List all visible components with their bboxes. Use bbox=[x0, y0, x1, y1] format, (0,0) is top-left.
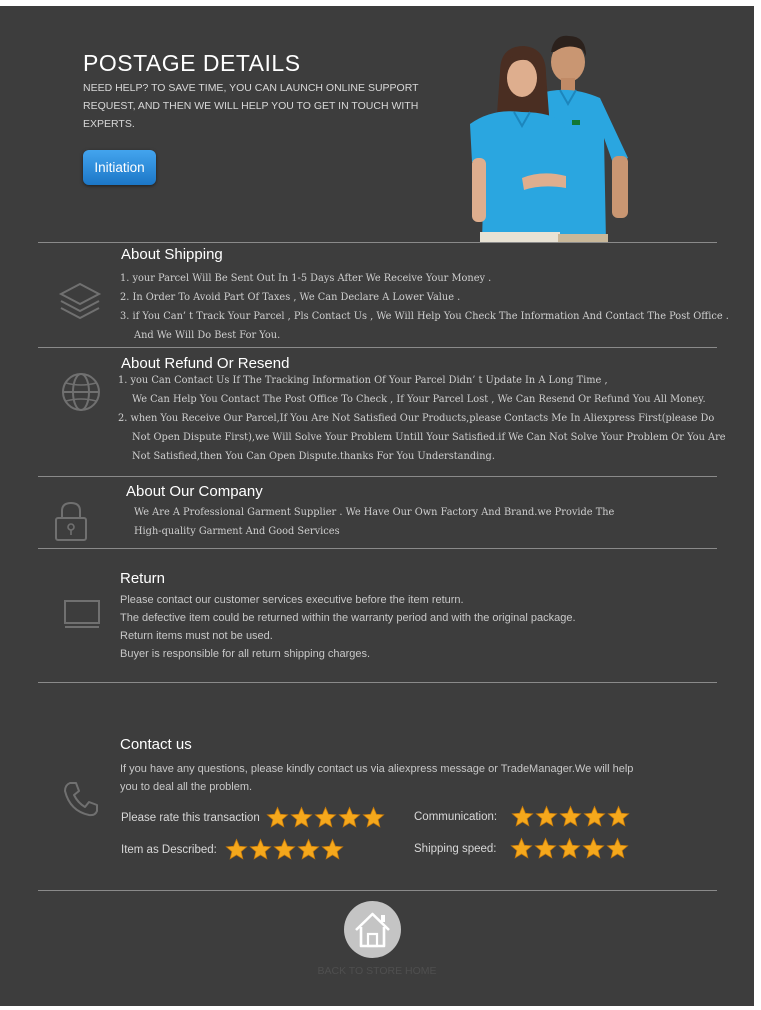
star-icon[interactable] bbox=[314, 806, 337, 829]
support-description-line: REQUEST, AND THEN WE WILL HELP YOU TO GET IN TOUCH WITH bbox=[83, 100, 419, 112]
return-line: Return items must not be used. bbox=[120, 630, 273, 642]
section-divider bbox=[38, 548, 717, 549]
section-divider bbox=[38, 476, 717, 477]
star-icon[interactable] bbox=[583, 805, 606, 828]
star-rating[interactable] bbox=[511, 805, 631, 828]
star-rating[interactable] bbox=[510, 837, 630, 860]
rating-item-described bbox=[121, 838, 345, 861]
rating-shipping-speed bbox=[414, 837, 630, 860]
shipping-line: 2. In Order To Avoid Part Of Taxes , We Can Declare A Lower Value . bbox=[120, 292, 461, 303]
shipping-text bbox=[120, 269, 729, 345]
star-icon[interactable] bbox=[297, 838, 320, 861]
support-description bbox=[83, 79, 423, 133]
section-divider bbox=[38, 682, 717, 683]
star-icon[interactable] bbox=[511, 805, 534, 828]
star-icon[interactable] bbox=[266, 806, 289, 829]
contact-line: If you have any questions, please kindly contact us via aliexpress message or TradeManager.We will help bbox=[120, 763, 634, 775]
section-divider bbox=[38, 242, 717, 243]
shipping-title: About Shipping bbox=[121, 246, 223, 263]
star-icon[interactable] bbox=[510, 837, 533, 860]
star-icon[interactable] bbox=[607, 805, 630, 828]
layers-icon bbox=[57, 280, 103, 320]
globe-icon bbox=[60, 371, 102, 413]
company-text bbox=[134, 503, 614, 541]
star-icon[interactable] bbox=[535, 805, 558, 828]
return-line: Buyer is responsible for all return shipping charges. bbox=[120, 648, 371, 660]
support-description-line: NEED HELP? TO SAVE TIME, YOU CAN LAUNCH ONLINE SUPPORT bbox=[83, 82, 419, 94]
return-title: Return bbox=[120, 570, 166, 587]
company-title: About Our Company bbox=[126, 483, 263, 500]
section-divider bbox=[38, 890, 717, 891]
page-title: POSTAGE DETAILS bbox=[83, 50, 301, 76]
contact-text bbox=[120, 760, 633, 796]
star-icon[interactable] bbox=[606, 837, 629, 860]
refund-line: Not Satisfied,then You Can Open Dispute.thanks For You Understanding. bbox=[132, 451, 495, 462]
store-home-link[interactable]: BACK TO STORE HOME bbox=[317, 965, 437, 977]
star-icon[interactable] bbox=[559, 805, 582, 828]
contact-line: you to deal all the problem. bbox=[120, 781, 253, 793]
star-rating[interactable] bbox=[266, 806, 386, 829]
phone-icon bbox=[62, 780, 100, 818]
return-line: Please contact our customer services executive before the item return. bbox=[120, 594, 464, 606]
rating-transaction bbox=[121, 806, 386, 829]
star-icon[interactable] bbox=[558, 837, 581, 860]
rating-label: Shipping speed: bbox=[414, 842, 497, 855]
postage-details-panel bbox=[0, 6, 754, 1006]
lock-icon bbox=[53, 500, 89, 542]
shipping-line: 3. if You Can’ t Track Your Parcel , Pls Contact Us , We Will Help You Check The Information And Contact The Post Office . bbox=[120, 311, 729, 322]
refund-line: 1. you Can Contact Us If The Tracking Information Of Your Parcel Didn’ t Update In A Long Time , bbox=[118, 375, 608, 386]
refund-text bbox=[118, 371, 726, 466]
star-icon[interactable] bbox=[273, 838, 296, 861]
star-icon[interactable] bbox=[534, 837, 557, 860]
star-icon[interactable] bbox=[290, 806, 313, 829]
refund-line: Not Open Dispute First),we Will Solve Your Problem Untill Your Satisfied.if We Can Not Solve Your Problem Or You Are bbox=[132, 432, 726, 443]
initiation-button[interactable]: Initiation bbox=[83, 150, 156, 185]
star-icon[interactable] bbox=[225, 838, 248, 861]
rating-label: Item as Described: bbox=[121, 843, 217, 856]
company-line: High-quality Garment And Good Services bbox=[134, 526, 340, 537]
shipping-line: And We Will Do Best For You. bbox=[134, 330, 281, 341]
refund-line: 2. when You Receive Our Parcel,If You Are Not Satisfied Our Products,please Contacts Me In Aliexpress First(please Do bbox=[118, 413, 715, 424]
monitor-icon bbox=[63, 599, 101, 629]
star-icon[interactable] bbox=[582, 837, 605, 860]
star-icon[interactable] bbox=[321, 838, 344, 861]
return-text bbox=[120, 591, 576, 663]
refund-line: We Can Help You Contact The Post Office To Check , If Your Parcel Lost , We Can Resend Or Refund You All Money. bbox=[132, 394, 706, 405]
section-divider bbox=[38, 347, 717, 348]
store-home-button[interactable] bbox=[344, 901, 401, 958]
home-icon bbox=[344, 901, 401, 958]
shipping-line: 1. your Parcel Will Be Sent Out In 1-5 Days After We Receive Your Money . bbox=[120, 273, 492, 284]
company-line: We Are A Professional Garment Supplier . We Have Our Own Factory And Brand.we Provide The bbox=[134, 507, 615, 518]
refund-title: About Refund Or Resend bbox=[121, 355, 290, 372]
star-icon[interactable] bbox=[338, 806, 361, 829]
rating-communication bbox=[414, 805, 631, 828]
rating-label: Please rate this transaction bbox=[121, 811, 260, 824]
support-description-line: EXPERTS. bbox=[83, 118, 135, 130]
star-icon[interactable] bbox=[249, 838, 272, 861]
rating-label: Communication: bbox=[414, 810, 498, 823]
contact-title: Contact us bbox=[120, 736, 192, 753]
star-rating[interactable] bbox=[225, 838, 345, 861]
star-icon[interactable] bbox=[362, 806, 385, 829]
return-line: The defective item could be returned within the warranty period and with the original package. bbox=[120, 612, 576, 624]
models-photo bbox=[462, 28, 642, 242]
